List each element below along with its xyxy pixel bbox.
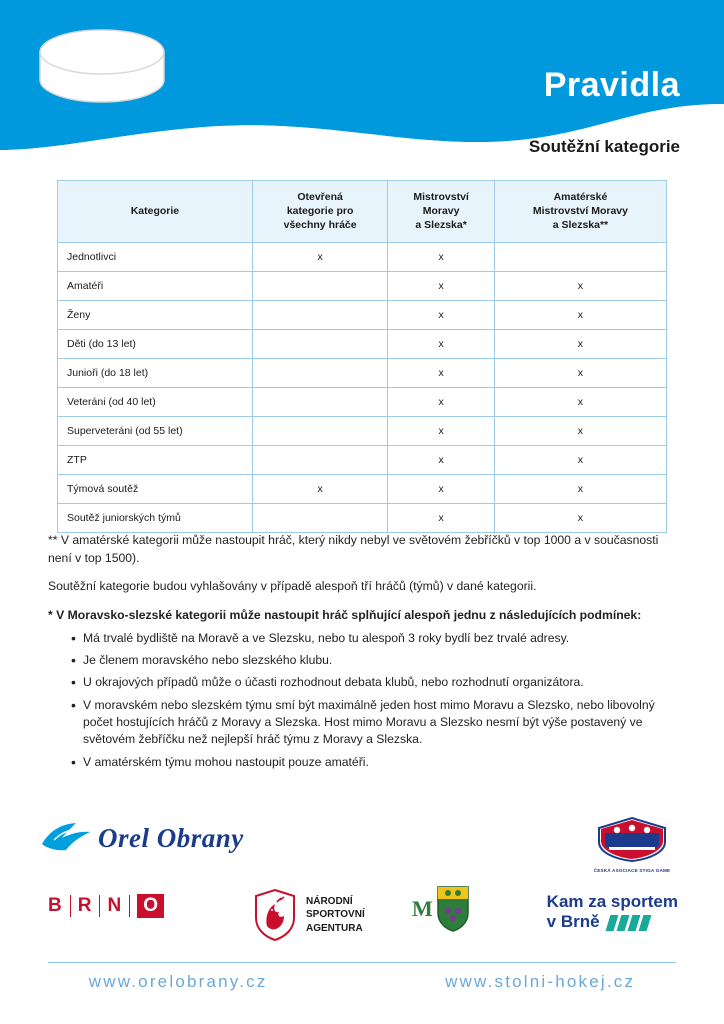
- table-cell-category-label: Superveteráni (od 55 let): [58, 416, 253, 445]
- brno-divider: [129, 895, 130, 917]
- table-header-cell-otevrena: Otevřená kategorie pro všechny hráče: [252, 181, 387, 243]
- table-cell-amms: x: [494, 271, 666, 300]
- table-cell-amms: [494, 242, 666, 271]
- nsa-line-1: NÁRODNÍ: [306, 896, 353, 908]
- table-cell-category-label: Amatéři: [58, 271, 253, 300]
- jihomoravsky-kraj-crest-icon: [436, 885, 470, 933]
- kam-za-sportem-logo: [547, 892, 678, 933]
- orel-word: Orel: [98, 822, 150, 853]
- table-cell-mms: x: [388, 474, 495, 503]
- table-row: [58, 387, 667, 416]
- brno-letter-n: N: [107, 895, 123, 916]
- orel-bird-icon: [40, 820, 98, 856]
- brno-letter-r: R: [77, 895, 93, 916]
- table-cell-amms: x: [494, 387, 666, 416]
- list-item: • V moravském nebo slezském týmu smí být maximálně jeden host mimo Moravu a Slezsko, nebo libovolný počet hostujících hráčů z Moravy a Slezska. Host mimo Moravu a Slezsko nesmí být výše postavený ve světovém žebříčku než nejlepší hráč týmu z Moravy a Slezska.: [71, 697, 680, 749]
- kzs-slash-decoration-icon: [608, 915, 649, 931]
- table-cell-open: x: [252, 242, 387, 271]
- brno-letter-o: O: [137, 894, 164, 918]
- hockey-puck-icon: [32, 24, 172, 109]
- brno-letter-b: B: [48, 895, 63, 916]
- brno-logo: [48, 894, 164, 918]
- table-cell-mms: x: [388, 503, 495, 532]
- table-cell-category-label: Ženy: [58, 300, 253, 329]
- orel-obrany-logo: [40, 820, 244, 856]
- table-cell-category-label: Týmová soutěž: [58, 474, 253, 503]
- table-row: [58, 445, 667, 474]
- table-cell-amms: x: [494, 300, 666, 329]
- table-row: [58, 300, 667, 329]
- list-item: • Je členem moravského nebo slezského klubu.: [71, 652, 680, 669]
- conditions-list: [48, 630, 680, 771]
- list-item: • U okrajových případů může o účasti rozhodnout debata klubů, nebo rozhodnutí organizátora.: [71, 674, 680, 691]
- table-cell-open: x: [252, 474, 387, 503]
- competition-categories-table-wrapper: [57, 180, 667, 533]
- list-item: • Má trvalé bydliště na Moravě a ve Slezsku, nebo tu alespoň 3 roky bydlí bez trvalé adresy.: [71, 630, 680, 647]
- table-cell-open: [252, 445, 387, 474]
- page-subtitle: Soutěžní kategorie: [528, 137, 680, 156]
- note-announcement: Soutěžní kategorie budou vyhlašovány v případě alespoň tří hráčů (týmů) v dané kategorii.: [48, 579, 537, 594]
- table-header-cell-amaterske-mistrovstvi: Amatérské Mistrovství Moravy a Slezska**: [494, 181, 666, 243]
- table-cell-amms: x: [494, 474, 666, 503]
- table-row: [58, 329, 667, 358]
- note-double-star: ** V amatérské kategorii může nastoupit hráč, který nikdy nebyl ve světovém žebříčků v top 1000 a v současnosti není v top 1500).: [48, 533, 659, 565]
- table-cell-amms: x: [494, 416, 666, 445]
- narodni-sportovni-agentura-logo: [253, 888, 365, 942]
- czech-lion-icon: [253, 888, 297, 942]
- table-cell-mms: x: [388, 271, 495, 300]
- kzs-line-1: Kam za sportem: [546, 892, 678, 911]
- footer-links: [0, 972, 724, 992]
- table-cell-open: [252, 387, 387, 416]
- nsa-line-2: SPORTOVNÍ: [306, 909, 365, 921]
- footer-divider: [48, 962, 676, 963]
- table-cell-amms: x: [494, 445, 666, 474]
- table-cell-open: [252, 300, 387, 329]
- table-cell-open: [252, 416, 387, 445]
- jihomoravsky-kraj-logo: [412, 885, 470, 933]
- table-row: [58, 271, 667, 300]
- footer-link-stolni-hokej[interactable]: www.stolni-hokej.cz: [445, 972, 636, 991]
- table-row: [58, 358, 667, 387]
- table-cell-mms: x: [388, 300, 495, 329]
- table-cell-amms: x: [494, 358, 666, 387]
- table-cell-category-label: Veteráni (od 40 let): [58, 387, 253, 416]
- nsa-line-3: AGENTURA: [306, 922, 363, 934]
- table-cell-mms: x: [388, 445, 495, 474]
- nsa-wordmark: [306, 895, 365, 935]
- brno-divider: [70, 895, 71, 917]
- table-cell-open: [252, 358, 387, 387]
- casg-caption: ČESKÁ ASOCIACE STIGA GAME: [593, 868, 671, 873]
- notes-section: [48, 532, 680, 776]
- brno-divider: [99, 895, 100, 917]
- table-row: [58, 474, 667, 503]
- table-cell-mms: x: [388, 416, 495, 445]
- page-title: Pravidla: [543, 66, 680, 104]
- orel-obrany-wordmark: [98, 823, 244, 854]
- table-cell-amms: x: [494, 329, 666, 358]
- table-cell-amms: x: [494, 503, 666, 532]
- table-cell-category-label: Děti (do 13 let): [58, 329, 253, 358]
- sponsor-logos-top-row: [0, 812, 724, 882]
- note-single-star-heading: * V Moravsko-slezské kategorii může nastoupit hráč splňující alespoň jednu z následujících podmínek:: [48, 608, 642, 623]
- table-cell-category-label: Junioři (do 18 let): [58, 358, 253, 387]
- table-cell-mms: x: [388, 329, 495, 358]
- table-cell-mms: x: [388, 358, 495, 387]
- table-cell-mms: x: [388, 387, 495, 416]
- kzs-line-2: v Brně: [546, 912, 600, 932]
- table-cell-mms: x: [388, 242, 495, 271]
- kzs-line-2-row: [547, 912, 678, 932]
- table-header-cell-kategorie: Kategorie: [58, 181, 253, 243]
- table-cell-open: [252, 271, 387, 300]
- table-row: [58, 416, 667, 445]
- table-header-cell-mistrovstvi-moravy: Mistrovství Moravy a Slezska*: [388, 181, 495, 243]
- casg-logo: [586, 816, 678, 873]
- table-cell-category-label: Soutěž juniorských týmů: [58, 503, 253, 532]
- obrany-word: Obrany: [156, 822, 244, 853]
- page-header: [0, 0, 724, 175]
- table-cell-open: [252, 329, 387, 358]
- sponsor-logos-bottom-row: [0, 882, 724, 952]
- competition-categories-table: [57, 180, 667, 533]
- table-cell-open: [252, 503, 387, 532]
- table-header-row: [58, 181, 667, 243]
- table-cell-category-label: ZTP: [58, 445, 253, 474]
- footer-link-orelobrany[interactable]: www.orelobrany.cz: [88, 972, 268, 991]
- table-row: [58, 242, 667, 271]
- table-row: [58, 503, 667, 532]
- list-item: • V amatérském týmu mohou nastoupit pouze amatéři.: [71, 754, 680, 771]
- casg-emblem-icon: [595, 816, 669, 862]
- jmk-monogram: M: [412, 896, 432, 921]
- table-cell-category-label: Jednotlivci: [58, 242, 253, 271]
